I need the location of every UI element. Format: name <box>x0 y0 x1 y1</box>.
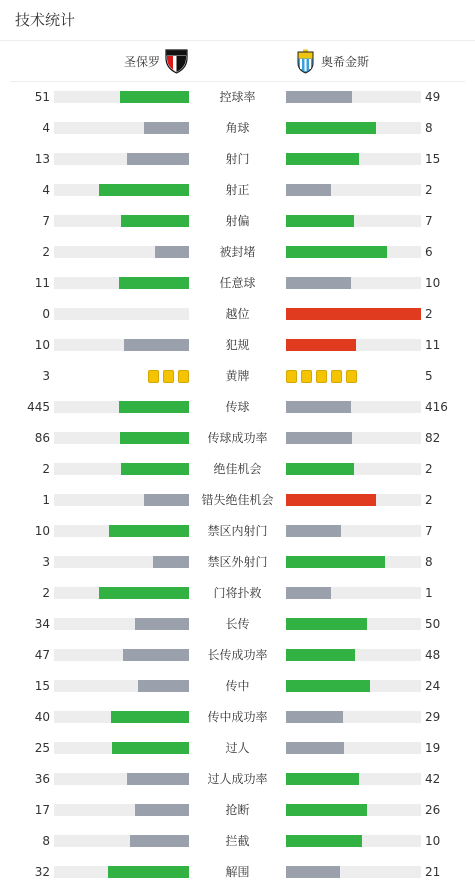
yellow-card-icon <box>163 370 174 383</box>
away-bar-fill <box>286 556 385 568</box>
stat-row <box>0 578 475 609</box>
away-value: 21 <box>425 865 441 879</box>
away-bar-fill <box>286 835 362 847</box>
home-value: 0 <box>42 307 50 321</box>
stat-row <box>0 268 475 299</box>
away-bar-fill <box>286 215 354 227</box>
home-bar-track <box>54 153 189 165</box>
stat-row <box>0 640 475 671</box>
away-bar-track <box>286 432 421 444</box>
stat-label: 传球成功率 <box>207 431 268 445</box>
stat-row <box>0 299 475 330</box>
home-bar-track <box>54 525 189 537</box>
home-value: 3 <box>42 369 50 383</box>
home-value: 34 <box>34 617 50 631</box>
away-bar-track <box>286 122 421 134</box>
away-bar-track <box>286 91 421 103</box>
home-value: 8 <box>42 834 50 848</box>
home-bar-track <box>54 339 189 351</box>
home-bar-fill <box>108 866 189 878</box>
stat-label: 拦截 <box>225 834 250 848</box>
home-bar-track <box>54 587 189 599</box>
home-bar-fill <box>130 835 189 847</box>
away-bar-fill <box>286 277 351 289</box>
away-bar-track <box>286 587 421 599</box>
away-value: 10 <box>425 834 441 848</box>
away-bar-track <box>286 525 421 537</box>
home-value: 11 <box>34 276 50 290</box>
stat-row <box>0 516 475 547</box>
home-bar-track <box>54 742 189 754</box>
home-value: 32 <box>34 865 50 879</box>
home-bar-track <box>54 649 189 661</box>
home-bar-fill <box>111 711 189 723</box>
page-title: 技术统计 <box>15 11 76 29</box>
home-bar-fill <box>120 432 189 444</box>
home-value: 7 <box>42 214 50 228</box>
home-bar-fill <box>99 587 189 599</box>
stat-label: 射门 <box>225 152 250 166</box>
away-value: 42 <box>425 772 441 786</box>
home-value: 17 <box>34 803 50 817</box>
stat-row <box>0 826 475 857</box>
away-value: 49 <box>425 90 441 104</box>
stat-label: 抢断 <box>225 803 250 817</box>
away-bar-track <box>286 618 421 630</box>
away-value: 24 <box>425 679 441 693</box>
home-value: 13 <box>34 152 50 166</box>
away-bar-track <box>286 773 421 785</box>
away-value: 50 <box>425 617 441 631</box>
away-value: 5 <box>425 369 433 383</box>
home-value: 40 <box>34 710 50 724</box>
stat-label: 绝佳机会 <box>213 462 262 476</box>
stat-label: 过人成功率 <box>207 772 268 786</box>
home-bar-fill <box>123 649 189 661</box>
home-bar-fill <box>119 277 189 289</box>
sao-paulo-crest-icon <box>164 49 189 74</box>
stat-row <box>0 175 475 206</box>
away-bar-track <box>286 711 421 723</box>
home-bar-track <box>54 215 189 227</box>
home-bar-track <box>54 556 189 568</box>
stat-label: 长传 <box>225 617 250 631</box>
stat-row <box>0 671 475 702</box>
home-value: 51 <box>34 90 50 104</box>
away-value: 2 <box>425 183 433 197</box>
away-value: 15 <box>425 152 441 166</box>
away-bar-track <box>286 649 421 661</box>
home-team-name: 圣保罗 <box>123 54 160 69</box>
away-bar-fill <box>286 649 355 661</box>
teams-header <box>10 41 465 82</box>
stat-row <box>0 392 475 423</box>
home-bar-fill <box>144 122 189 134</box>
home-bar-fill <box>121 215 189 227</box>
away-value: 48 <box>425 648 441 662</box>
home-bar-fill <box>135 618 189 630</box>
stat-row <box>0 82 475 113</box>
home-bar-track <box>54 866 189 878</box>
stat-label: 角球 <box>225 121 250 135</box>
home-value: 25 <box>34 741 50 755</box>
away-bar-fill <box>286 308 421 320</box>
home-value: 2 <box>42 245 50 259</box>
home-value: 10 <box>34 524 50 538</box>
away-bar-fill <box>286 680 370 692</box>
away-bar-track <box>286 463 421 475</box>
away-bar-fill <box>286 91 352 103</box>
away-bar-fill <box>286 463 354 475</box>
home-bar-track <box>54 680 189 692</box>
away-yellow-cards <box>286 370 357 383</box>
away-bar-fill <box>286 494 376 506</box>
away-value: 29 <box>425 710 441 724</box>
stat-label: 控球率 <box>219 90 256 104</box>
away-team-name: 奥希金斯 <box>321 54 370 69</box>
stat-row <box>0 206 475 237</box>
away-value: 82 <box>425 431 441 445</box>
away-bar-track <box>286 153 421 165</box>
away-bar-track <box>286 835 421 847</box>
away-bar-fill <box>286 525 341 537</box>
away-value: 7 <box>425 214 433 228</box>
stat-row <box>0 702 475 733</box>
home-bar-fill <box>127 153 189 165</box>
home-bar-fill <box>99 184 189 196</box>
away-bar-fill <box>286 339 356 351</box>
away-bar-track <box>286 866 421 878</box>
stat-row <box>0 609 475 640</box>
home-value: 36 <box>34 772 50 786</box>
home-value: 4 <box>42 183 50 197</box>
stat-label: 禁区外射门 <box>207 555 268 569</box>
away-bar-fill <box>286 587 331 599</box>
away-bar-fill <box>286 401 351 413</box>
stats-list <box>0 82 475 888</box>
yellow-card-icon <box>148 370 159 383</box>
ohiggins-crest-icon <box>293 49 318 74</box>
stat-label: 射正 <box>225 183 250 197</box>
home-bar-track <box>54 277 189 289</box>
away-bar-fill <box>286 432 352 444</box>
away-value: 416 <box>425 400 448 414</box>
home-bar-track <box>54 184 189 196</box>
home-bar-track <box>54 91 189 103</box>
yellow-card-icon <box>316 370 327 383</box>
away-bar-fill <box>286 618 367 630</box>
stat-row <box>0 423 475 454</box>
stat-label: 传中 <box>225 679 250 693</box>
away-bar-fill <box>286 773 359 785</box>
home-bar-fill <box>120 91 189 103</box>
home-value: 3 <box>42 555 50 569</box>
stat-label: 被封堵 <box>219 245 256 259</box>
stat-row <box>0 113 475 144</box>
home-value: 86 <box>34 431 50 445</box>
away-value: 2 <box>425 493 433 507</box>
stat-label: 长传成功率 <box>207 648 268 662</box>
away-bar-track <box>286 339 421 351</box>
home-value: 445 <box>27 400 50 414</box>
stat-label: 传球 <box>225 400 250 414</box>
home-bar-track <box>54 618 189 630</box>
away-bar-track <box>286 215 421 227</box>
home-bar-track <box>54 835 189 847</box>
away-value: 10 <box>425 276 441 290</box>
stat-label: 黄牌 <box>225 369 250 383</box>
home-yellow-cards <box>148 370 189 383</box>
stat-row <box>0 237 475 268</box>
stat-row <box>0 144 475 175</box>
away-bar-fill <box>286 711 343 723</box>
stat-label: 门将扑救 <box>213 586 262 600</box>
away-bar-fill <box>286 153 359 165</box>
stat-row <box>0 547 475 578</box>
yellow-card-icon <box>331 370 342 383</box>
stat-label: 过人 <box>225 741 250 755</box>
away-value: 11 <box>425 338 441 352</box>
away-bar-fill <box>286 184 331 196</box>
away-value: 2 <box>425 462 433 476</box>
yellow-card-icon <box>178 370 189 383</box>
home-bar-fill <box>153 556 189 568</box>
home-bar-track <box>54 401 189 413</box>
stat-label: 解围 <box>225 865 250 879</box>
stat-label: 错失绝佳机会 <box>201 493 274 507</box>
stat-label: 犯规 <box>225 338 250 352</box>
away-bar-track <box>286 277 421 289</box>
home-bar-fill <box>121 463 189 475</box>
away-bar-fill <box>286 122 376 134</box>
home-bar-fill <box>112 742 189 754</box>
home-bar-fill <box>124 339 189 351</box>
away-value: 26 <box>425 803 441 817</box>
home-bar-fill <box>119 401 189 413</box>
home-bar-track <box>54 432 189 444</box>
yellow-card-icon <box>286 370 297 383</box>
away-value: 8 <box>425 555 433 569</box>
home-value: 1 <box>42 493 50 507</box>
home-bar-track <box>54 122 189 134</box>
home-bar-fill <box>127 773 189 785</box>
away-value: 19 <box>425 741 441 755</box>
away-bar-track <box>286 680 421 692</box>
home-bar-track <box>54 494 189 506</box>
home-bar-track <box>54 804 189 816</box>
home-bar-fill <box>135 804 189 816</box>
home-bar-fill <box>144 494 189 506</box>
away-bar-fill <box>286 246 387 258</box>
stat-label: 任意球 <box>219 276 256 290</box>
home-bar-track <box>54 711 189 723</box>
away-value: 2 <box>425 307 433 321</box>
home-value: 2 <box>42 586 50 600</box>
away-bar-track <box>286 401 421 413</box>
away-bar-track <box>286 494 421 506</box>
away-value: 6 <box>425 245 433 259</box>
stat-row <box>0 733 475 764</box>
stat-row <box>0 361 475 392</box>
away-bar-track <box>286 742 421 754</box>
stat-label: 越位 <box>225 307 250 321</box>
stat-row <box>0 330 475 361</box>
stat-row <box>0 485 475 516</box>
yellow-card-icon <box>301 370 312 383</box>
away-team[interactable] <box>293 41 369 81</box>
home-bar-track <box>54 246 189 258</box>
home-bar-track <box>54 773 189 785</box>
stat-row <box>0 764 475 795</box>
stat-label: 射偏 <box>225 214 250 228</box>
home-bar-fill <box>138 680 189 692</box>
away-value: 8 <box>425 121 433 135</box>
home-value: 4 <box>42 121 50 135</box>
stat-row <box>0 857 475 888</box>
away-bar-track <box>286 804 421 816</box>
away-bar-fill <box>286 804 367 816</box>
away-bar-fill <box>286 742 344 754</box>
home-team[interactable] <box>124 41 189 81</box>
away-value: 7 <box>425 524 433 538</box>
home-bar-fill <box>109 525 189 537</box>
home-value: 10 <box>34 338 50 352</box>
home-value: 47 <box>34 648 50 662</box>
away-bar-track <box>286 308 421 320</box>
stat-row <box>0 454 475 485</box>
stat-row <box>0 795 475 826</box>
away-bar-track <box>286 246 421 258</box>
away-bar-fill <box>286 866 340 878</box>
yellow-card-icon <box>346 370 357 383</box>
home-value: 15 <box>34 679 50 693</box>
home-bar-track <box>54 463 189 475</box>
stat-label: 传中成功率 <box>207 710 268 724</box>
stat-label: 禁区内射门 <box>207 524 268 538</box>
home-bar-fill <box>155 246 189 258</box>
away-value: 1 <box>425 586 433 600</box>
away-bar-track <box>286 184 421 196</box>
home-value: 2 <box>42 462 50 476</box>
home-bar-track <box>54 308 189 320</box>
away-bar-track <box>286 556 421 568</box>
